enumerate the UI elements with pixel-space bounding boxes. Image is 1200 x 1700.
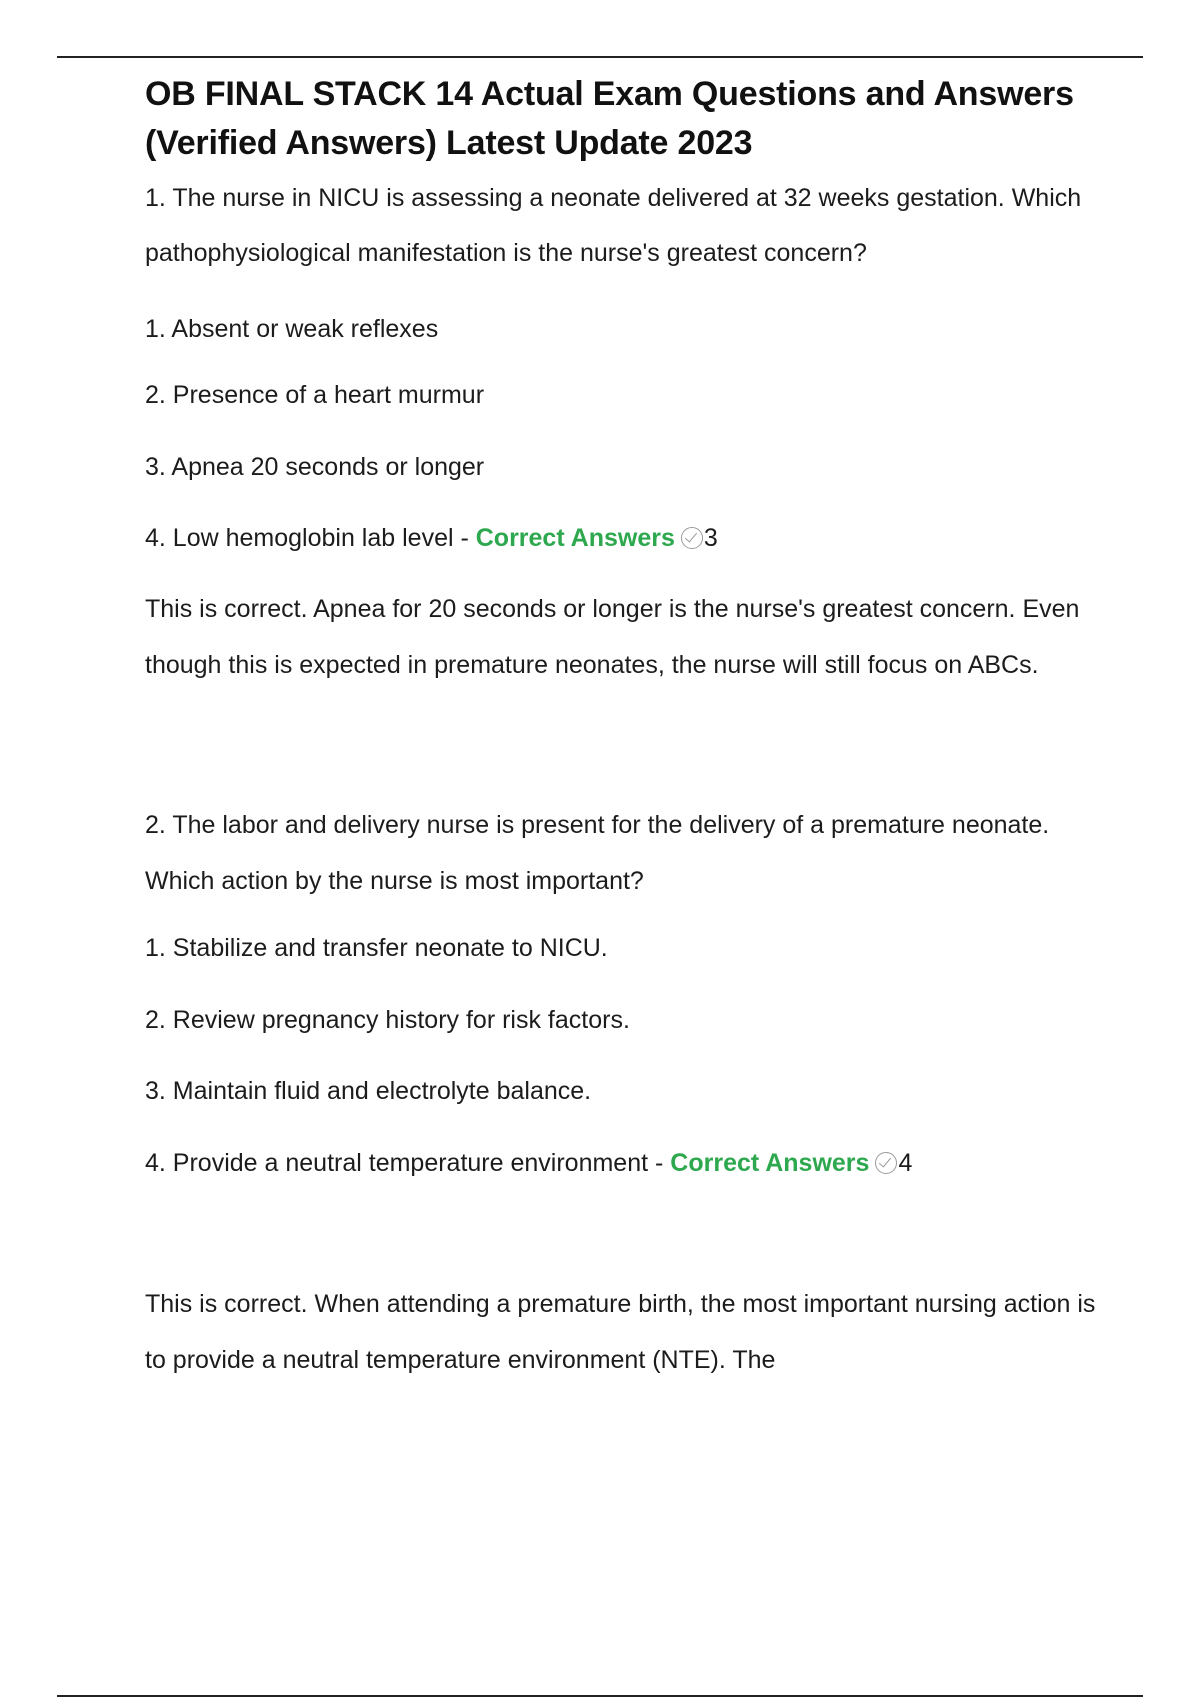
question-2-answer: 4 [898, 1149, 913, 1177]
question-1-option-4 [145, 521, 1105, 555]
check-circle-icon [681, 527, 703, 549]
question-1-option-1: 1. Absent or weak reflexes [145, 315, 439, 343]
question-2-option-2: 2. Review pregnancy history for risk factors. [145, 1006, 630, 1034]
document-title: OB FINAL STACK 14 Actual Exam Questions and Answers (Verified Answers) Latest Update 2023 [145, 75, 1074, 162]
question-1-answer: 3 [703, 524, 718, 552]
question-1-option-2: 2. Presence of a heart murmur [145, 381, 485, 409]
document-page [145, 70, 1105, 1388]
question-2-option-3: 3. Maintain fluid and electrolyte balance. [145, 1077, 592, 1105]
question-1-explanation: This is correct. Apnea for 20 seconds or longer is the nurse's greatest concern. Even though this is expected in premature neonates, the nurse will still focus on ABCs. [145, 595, 1080, 679]
question-1-option-3: 3. Apnea 20 seconds or longer [145, 453, 485, 481]
question-1-stem: 1. The nurse in NICU is assessing a neonate delivered at 32 weeks gestation. Which pathophysiological manifestation is the nurse's greatest concern? [145, 184, 1082, 267]
top-rule [57, 56, 1143, 58]
question-2-explanation: This is correct. When attending a premature birth, the most important nursing action is to provide a neutral temperature environment (NTE). The [145, 1290, 1096, 1374]
check-circle-icon [875, 1152, 897, 1174]
question-2-stem: 2. The labor and delivery nurse is present for the delivery of a premature neonate. Which action by the nurse is most important? [145, 811, 1050, 895]
bottom-rule [57, 1695, 1143, 1697]
question-2-option-4-text: 4. Provide a neutral temperature environment - [145, 1149, 671, 1177]
question-2-option-4 [145, 1146, 1105, 1180]
question-1-correct-label: Correct Answers [475, 524, 675, 552]
question-1-option-4-text: 4. Low hemoglobin lab level - [145, 524, 476, 552]
question-2-correct-label: Correct Answers [670, 1149, 870, 1177]
question-2-option-1: 1. Stabilize and transfer neonate to NICU. [145, 934, 608, 962]
